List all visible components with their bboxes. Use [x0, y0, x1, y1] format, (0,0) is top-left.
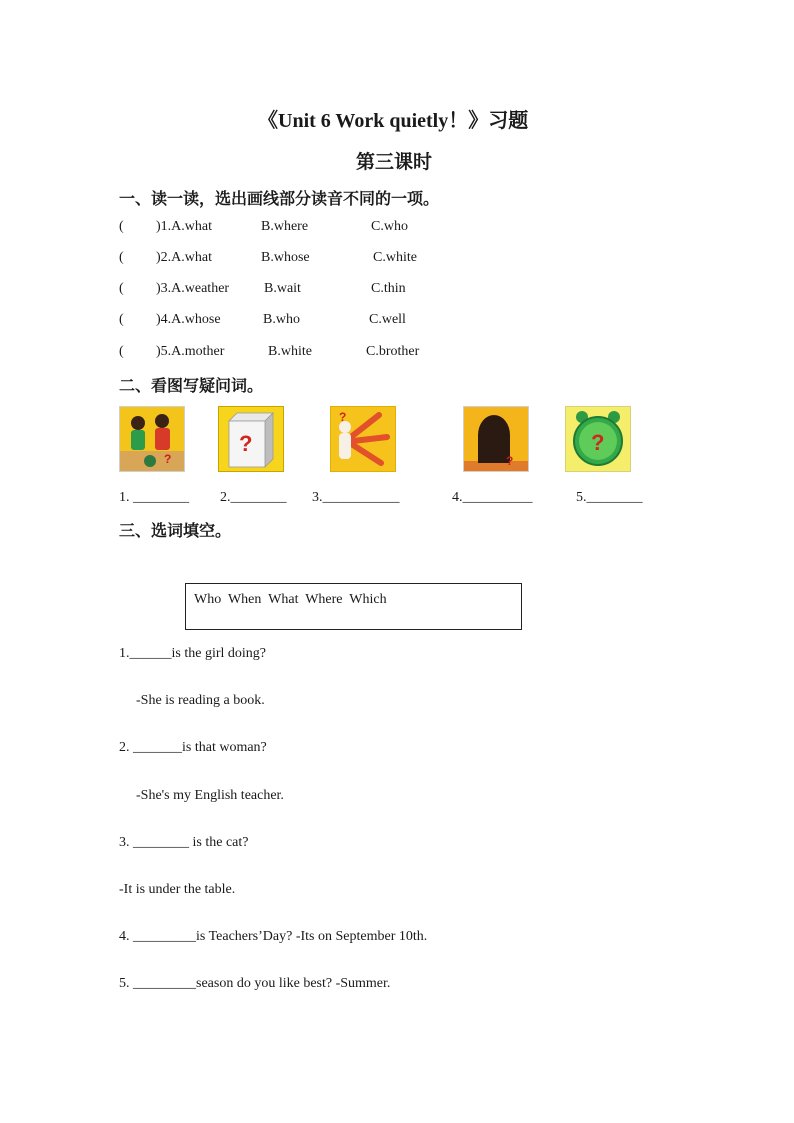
question-box-picture — [218, 406, 284, 472]
question-3: 3. ________ is the cat? — [119, 835, 249, 850]
option-c: C.well — [369, 312, 406, 327]
option-c: C.who — [371, 219, 408, 234]
svg-text:?: ? — [164, 452, 172, 466]
option-c: C.brother — [366, 344, 420, 359]
section3-heading: 三、选词填空。 — [119, 521, 232, 540]
option-a: )3.A.weather — [156, 281, 230, 296]
question-1: 1.______is the girl doing? — [119, 646, 266, 661]
option-a: )1.A.what — [156, 219, 212, 234]
option-b: B.whose — [261, 250, 310, 265]
blank-answer-2[interactable]: 2.________ — [220, 490, 287, 505]
answer-2: -She's my English teacher. — [136, 788, 284, 803]
page-subtitle: 第三课时 — [356, 152, 433, 173]
people-talking-picture — [119, 406, 185, 472]
option-b: B.where — [261, 219, 309, 234]
section1-heading: 一、读一读，选出画线部分读音不同的一项。 — [119, 189, 440, 208]
svg-text:?: ? — [506, 454, 514, 468]
answer-1: -She is reading a book. — [136, 693, 265, 708]
option-a: )5.A.mother — [156, 344, 225, 359]
answer-paren: ( — [119, 344, 124, 359]
clock-question-picture — [565, 406, 631, 472]
word-bank-text: Who When What Where Which — [194, 592, 387, 607]
option-a: )4.A.whose — [156, 312, 221, 327]
blank-answer-1[interactable]: 1. ________ — [119, 490, 189, 505]
option-a: )2.A.what — [156, 250, 212, 265]
blank-answer-3[interactable]: 3.___________ — [312, 490, 400, 505]
section2-heading: 二、看图写疑问词。 — [119, 376, 264, 395]
answer-paren: ( — [119, 312, 124, 327]
svg-text:?: ? — [239, 431, 253, 456]
question-4: 4. _________is Teachers’Day? -Its on September 10th. — [119, 929, 428, 944]
svg-text:?: ? — [339, 410, 347, 424]
svg-text:?: ? — [591, 430, 605, 455]
option-b: B.wait — [264, 281, 301, 296]
question-person-pointing-picture — [330, 406, 396, 472]
answer-paren: ( — [119, 250, 124, 265]
option-b: B.who — [263, 312, 300, 327]
answer-paren: ( — [119, 281, 124, 296]
option-b: B.white — [268, 344, 312, 359]
answer-3: -It is under the table. — [119, 882, 236, 897]
option-c: C.white — [373, 250, 417, 265]
question-5: 5. _________season do you like best? -Summer. — [119, 976, 391, 991]
question-2: 2. _______is that woman? — [119, 740, 267, 755]
word-bank-box — [185, 583, 522, 630]
girl-back-picture — [463, 406, 529, 472]
blank-answer-5[interactable]: 5.________ — [576, 490, 643, 505]
option-c: C.thin — [371, 281, 406, 296]
blank-answer-4[interactable]: 4.__________ — [452, 490, 533, 505]
page-title: 《Unit 6 Work quietly！》习题 — [258, 110, 529, 132]
answer-paren: ( — [119, 219, 124, 234]
